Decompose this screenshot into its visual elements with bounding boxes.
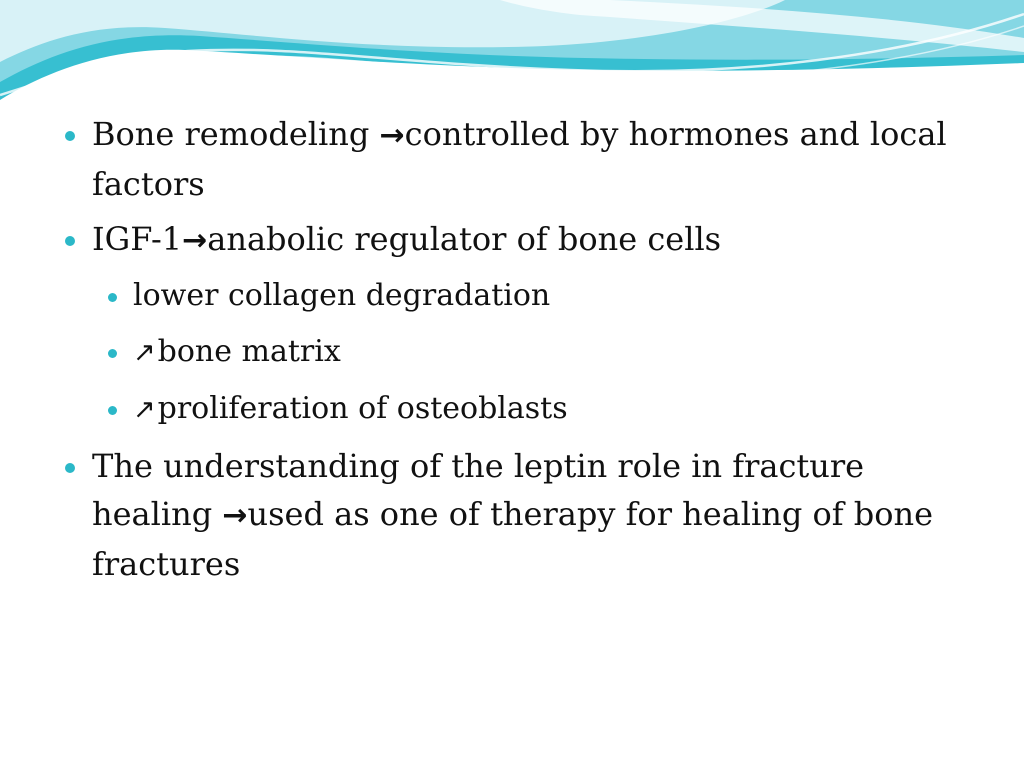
bullet-icon [65, 463, 75, 473]
right-arrow-icon: → [379, 118, 405, 153]
bullet-text-bone-remodeling-before: Bone remodeling [92, 115, 380, 153]
bullet-text-bone-remodeling-after: controlled by hormones and local factors [92, 115, 947, 203]
bullet-text-leptin-before: The understanding of the leptin role in fracture healing [92, 447, 865, 533]
north-east-arrow-icon: ↗ [133, 337, 156, 368]
sub-bullet-item-collagen [62, 272, 962, 320]
north-east-arrow-icon: ↗ [133, 394, 156, 425]
sub-bullet-icon [108, 293, 117, 302]
bullet-item-bone-remodeling [62, 110, 962, 208]
bullet-icon [65, 236, 75, 246]
bullet-text-leptin-after: used as one of therapy for healing of bone fractures [92, 495, 934, 583]
sub-bullet-item-bone-matrix [62, 328, 962, 377]
right-arrow-icon: → [182, 223, 208, 258]
sub-bullet-text-osteoblasts: proliferation of osteoblasts [157, 391, 568, 426]
right-arrow-icon: → [222, 498, 248, 533]
bullet-item-igf1 [62, 215, 962, 265]
decorative-header-wave [0, 0, 1024, 120]
sub-bullet-text-collagen: lower collagen degradation [133, 278, 551, 313]
bullet-item-leptin [62, 442, 962, 588]
sub-bullet-icon [108, 406, 117, 415]
bullet-icon [65, 131, 75, 141]
bullet-list [62, 110, 962, 588]
sub-bullet-text-bone-matrix: bone matrix [157, 334, 341, 369]
slide-content [62, 110, 962, 595]
bullet-text-igf1-before: IGF-1 [92, 220, 183, 258]
sub-bullet-icon [108, 349, 117, 358]
sub-bullet-item-osteoblasts [62, 385, 962, 434]
bullet-text-igf1-after: anabolic regulator of bone cells [207, 220, 722, 258]
